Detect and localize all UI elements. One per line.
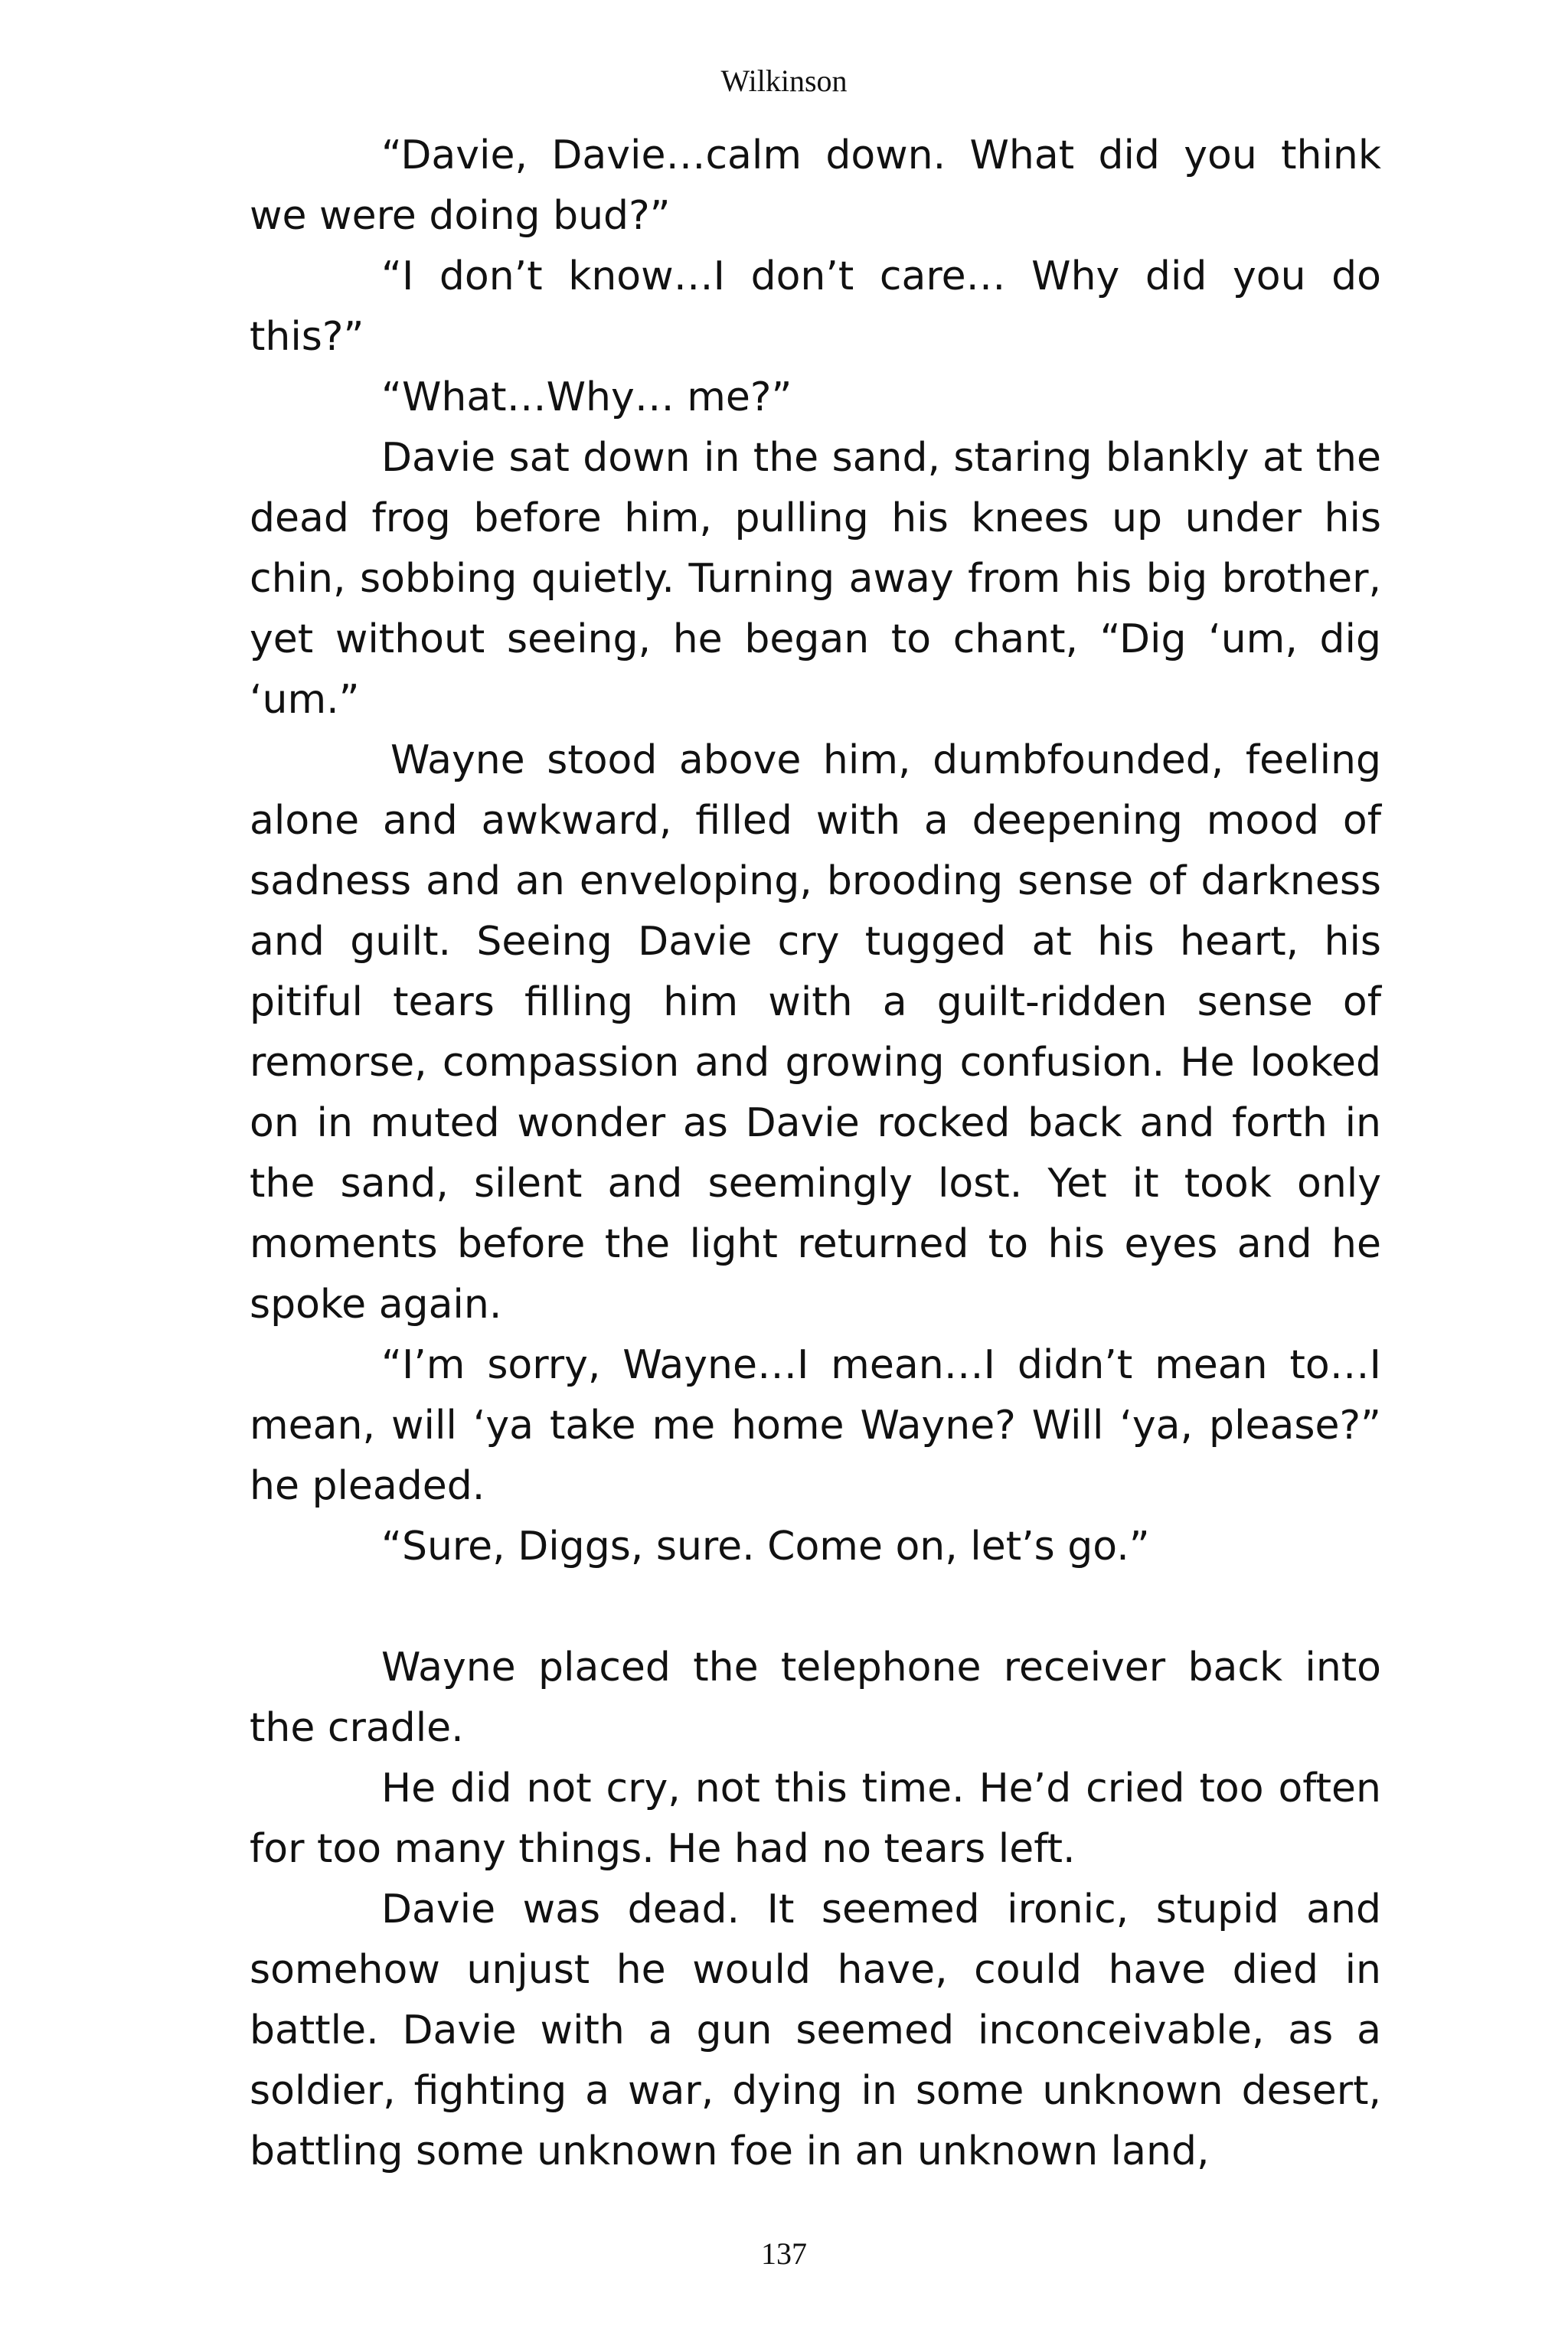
paragraph: Wayne placed the telephone receiver back into the cradle.: [250, 1645, 1381, 1751]
section-break: [250, 1577, 1381, 1638]
paragraph: “I’m sorry, Wayne…I mean…I didn’t mean to…I mean, will ‘ya take me home Wayne? Will ‘ya, please?” he pleaded.: [250, 1342, 1381, 1509]
paragraph: Wayne stood above him, dumbfounded, feeling alone and awkward, filled with a deepening mood of sadness and an enveloping, brooding sense of darkness and guilt. Seeing Davie cry tugged at his heart, his pitiful tears filling him with a guilt-ridden sense of remorse, compassion and growing confusion. He looked on in muted wonder as Davie rocked back and forth in the sand, silent and seemingly lost. Yet it took only moments before the light returned to his eyes and he spoke again.: [250, 737, 1381, 1328]
paragraph: “Davie, Davie…calm down. What did you think we were doing bud?”: [250, 132, 1381, 239]
paragraph: “I don’t know…I don’t care… Why did you do this?”: [250, 253, 1381, 360]
paragraph: He did not cry, not this time. He’d cried too often for too many things. He had no tears left.: [250, 1766, 1381, 1872]
page-number: 137: [761, 2236, 807, 2271]
paragraph: Davie was dead. It seemed ironic, stupid and somehow unjust he would have, could have died in battle. Davie with a gun seemed inconceivable, as a soldier, fighting a war, dying in some unknown desert, battling some unknown foe in an unknown land,: [250, 1886, 1381, 2174]
running-head: Wilkinson: [720, 64, 848, 98]
paragraph: “What…Why… me?”: [381, 374, 792, 420]
page-body: [250, 126, 1381, 2182]
paragraph: “Sure, Diggs, sure. Come on, let’s go.”: [381, 1524, 1150, 1570]
paragraph: Davie sat down in the sand, staring blankly at the dead frog before him, pulling his knees up under his chin, sobbing quietly. Turning away from his big brother, yet without seeing, he began to chant, “Dig ‘um, dig ‘um.”: [250, 435, 1381, 723]
